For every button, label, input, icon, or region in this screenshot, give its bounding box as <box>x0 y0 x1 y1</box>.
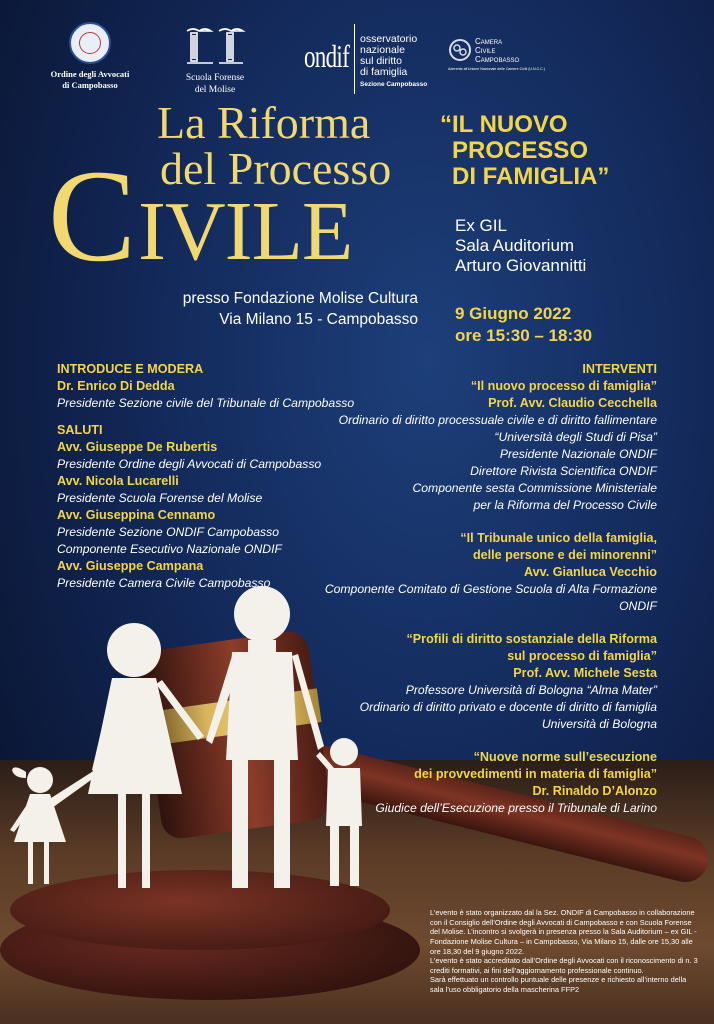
interventi-label: INTERVENTI <box>582 362 657 376</box>
scuola-logo-line2: del Molise <box>194 85 236 95</box>
talk2-role-1: Componente Comitato di Gestione Scuola di Alta Formazione ONDIF <box>324 582 657 613</box>
saluti-role-2: Presidente Scuola Forense del Molise <box>57 491 263 505</box>
talk3-title-2: sul processo di famiglia” <box>507 649 657 663</box>
saluti-name-4: Avv. Giuseppe Campana <box>57 559 204 573</box>
notes-paragraph-3: Sarà effettuato un controllo puntuale delle presenze e richiesto all’interno della sala l’uso obbligatorio della mascherina FFP2 <box>430 975 687 994</box>
talk1-role-1: Ordinario di diritto processuale civile e di diritto fallimentare <box>338 413 657 427</box>
introduce-label: INTRODUCE E MODERA <box>57 362 204 376</box>
talk3-title-1: “Profili di diritto sostanziale della Riforma <box>406 632 657 646</box>
notes-paragraph-1: L’evento è stato organizzato dal la Sez. ONDIF di Campobasso in collaborazione con il Consiglio dell’Ordine degli Avvocati di Campobasso e con Scuola Forense del Molise. L’incontro si svolgerà in presenza presso la Sala Auditorium – ex GIL - Fondazione Molise Cultura – in Campobasso, Via Milano 15, dalle ore 15,30 alle ore 18,30 del 9 giugno 2022. <box>430 908 697 956</box>
subtitle <box>440 111 672 190</box>
ondif-text-line5: Sezione Campobasso <box>360 81 428 88</box>
talk1-speaker: Prof. Avv. Claudio Cecchella <box>488 396 657 410</box>
talk1-role-4: Direttore Rivista Scientifica ONDIF <box>470 464 657 478</box>
avvocati-logo-line2: di Campobasso <box>62 80 118 90</box>
ondif-divider <box>354 24 355 94</box>
venue-line1: Ex GIL <box>455 216 507 235</box>
moderator-name: Dr. Enrico Di Dedda <box>57 379 175 393</box>
notes-paragraph-2: L’evento è stato accreditato dall’Ordine degli Avvocati con il riconoscimento di n. 3 crediti formativi, ai fini dell’aggiornamento professionale continuo. <box>430 956 698 975</box>
talk1-role-6: per la Riforma del Processo Civile <box>473 498 657 512</box>
ondif-text-line3: sul diritto <box>360 55 403 67</box>
venue <box>455 216 586 276</box>
camera-logo-line2: Civile <box>475 46 496 55</box>
saluti-role-3b: Componente Esecutivo Nazionale ONDIF <box>57 542 282 556</box>
camera-logo-line3: Campobasso <box>475 55 520 64</box>
talk3-role-1: Professore Università di Bologna “Alma Mater” <box>405 683 657 697</box>
talk3-role-2: Ordinario di diritto privato e docente di diritto di famiglia <box>359 700 657 714</box>
date-line2: ore 15:30 – 18:30 <box>455 326 593 345</box>
subtitle-line1: “IL NUOVO <box>440 111 568 138</box>
location <box>100 288 418 330</box>
talk3-role-3: Università di Bologna <box>541 717 657 731</box>
right-program <box>290 361 657 817</box>
ondif-text-line2: nazionale <box>360 44 405 56</box>
subtitle-line3: DI FAMIGLIA” <box>452 163 610 190</box>
talk1-role-2: “Università degli Studi di Pisa” <box>494 430 657 444</box>
saluti-label: SALUTI <box>57 423 103 437</box>
logo-ordine-avvocati <box>40 22 140 94</box>
talk4-role-1: Giudice dell’Esecuzione presso il Tribunale di Larino <box>375 801 657 815</box>
saluti-role-4: Presidente Camera Civile Campobasso <box>57 576 271 590</box>
scuola-logo-line1: Scuola Forense <box>185 73 245 83</box>
title-line1: La Riforma <box>157 97 371 148</box>
saluti-role-1: Presidente Ordine degli Avvocati di Campobasso <box>57 457 322 471</box>
camera-logo-line1: Camera <box>475 37 503 46</box>
subtitle-line2: PROCESSO <box>452 137 589 164</box>
talk1-title: “Il nuovo processo di famiglia” <box>470 379 657 393</box>
avvocati-seal-icon <box>69 22 111 64</box>
logo-camera-civile <box>448 38 548 88</box>
event-notes <box>430 908 698 995</box>
venue-line2: Sala Auditorium <box>455 236 575 255</box>
title-line3: IVILE <box>138 185 353 278</box>
camera-logo-small: Aderente all'Unione Nazionale delle Camere Civili (U.N.C.C.) <box>448 67 545 71</box>
saluti-role-3a: Presidente Sezione ONDIF Campobasso <box>57 525 279 539</box>
saluti-name-2: Avv. Nicola Lucarelli <box>57 474 179 488</box>
talk4-title-1: “Nuove norme sull’esecuzione <box>473 750 657 764</box>
ondif-text-line4: di famiglia <box>360 66 408 78</box>
logo-ondif <box>300 14 430 104</box>
ondif-text-line1: osservatorio <box>360 33 418 45</box>
talk2-title-2: delle persone e dei minorenni” <box>472 548 657 562</box>
avvocati-logo-line1: Ordine degli Avvocati <box>50 69 130 79</box>
date-line1: 9 Giugno 2022 <box>455 304 572 323</box>
talk2-title-1: “Il Tribunale unico della famiglia, <box>460 531 657 545</box>
title-line2: del Processo <box>160 143 392 194</box>
talk4-speaker: Dr. Rinaldo D’Alonzo <box>532 784 657 798</box>
columns-icon <box>183 27 247 67</box>
talk3-speaker: Prof. Avv. Michele Sesta <box>513 666 657 680</box>
venue-line3: Arturo Giovannitti <box>455 256 587 275</box>
moderator-role: Presidente Sezione civile del Tribunale di Campobasso <box>57 396 355 410</box>
location-line2: Via Milano 15 - Campobasso <box>219 311 418 328</box>
saluti-name-1: Avv. Giuseppe De Rubertis <box>57 440 218 454</box>
saluti-name-3: Avv. Giuseppina Cennamo <box>57 508 216 522</box>
title-initial-c: C <box>48 142 137 289</box>
talk1-role-5: Componente sesta Commissione Ministeriale <box>412 481 657 495</box>
location-line1: presso Fondazione Molise Cultura <box>182 290 418 307</box>
event-date <box>455 303 592 347</box>
ondif-mark: ondif <box>304 38 350 74</box>
talk1-role-3: Presidente Nazionale ONDIF <box>499 447 657 461</box>
camera-civile-emblem-icon <box>448 38 472 62</box>
talk4-title-2: dei provvedimenti in materia di famiglia” <box>414 767 657 781</box>
talk2-speaker: Avv. Gianluca Vecchio <box>524 565 657 579</box>
logo-scuola-forense <box>170 25 260 97</box>
